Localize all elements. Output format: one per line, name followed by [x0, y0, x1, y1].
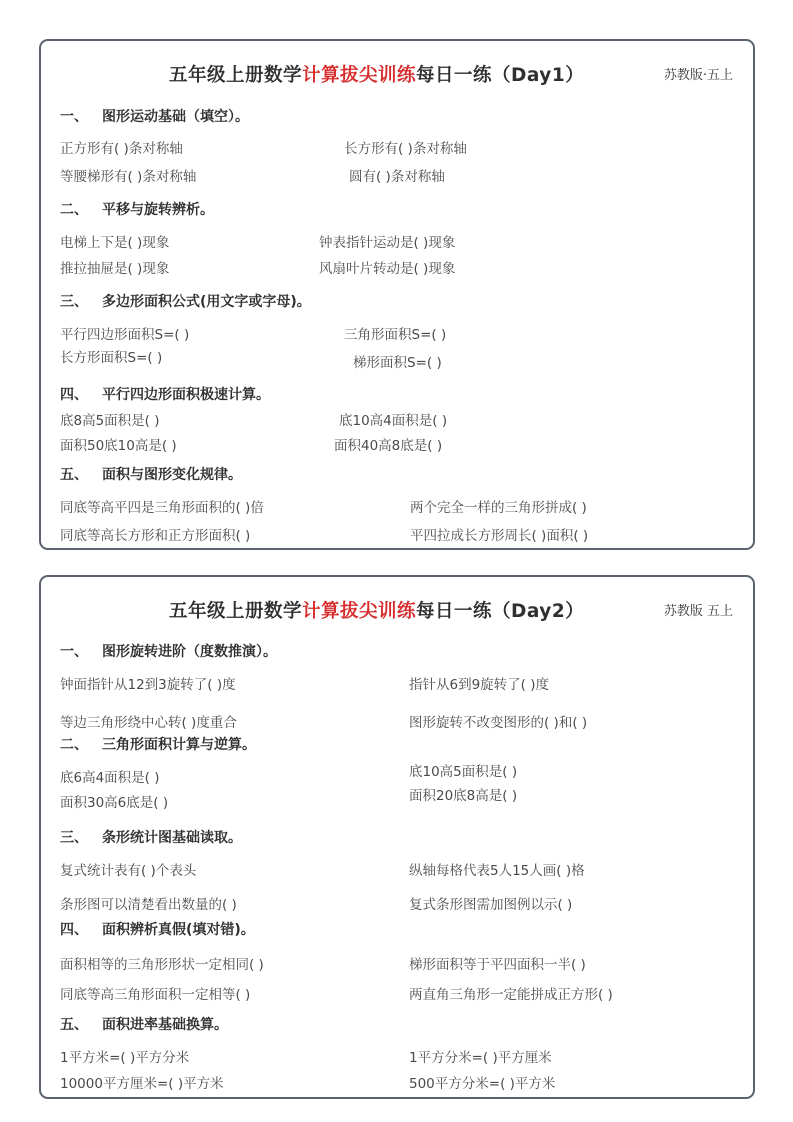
section-number: 二、: [60, 202, 88, 218]
question-item: 底8高5面积是( ): [60, 413, 160, 429]
section-number: 一、: [60, 644, 88, 660]
title-prefix: 五年级上册数学: [169, 65, 303, 86]
question-item: 同底等高平四是三角形面积的( )倍: [60, 500, 264, 516]
worksheet-day2: [39, 575, 755, 1099]
question-item: 梯形面积S=( ): [353, 355, 442, 371]
question-item: 1平方分米=( )平方厘米: [409, 1050, 552, 1066]
section-number: 三、: [60, 830, 88, 846]
question-item: 等边三角形绕中心转( )度重合: [60, 715, 237, 731]
section-number: 三、: [60, 294, 88, 310]
question-item: 底6高4面积是( ): [60, 770, 160, 786]
question-item: 500平方分米=( )平方米: [409, 1076, 556, 1092]
worksheet-day1: [39, 39, 755, 550]
question-item: 梯形面积等于平四面积一半( ): [409, 957, 586, 973]
question-item: 钟面指针从12到3旋转了( )度: [60, 677, 236, 693]
worksheet-title: [169, 61, 584, 87]
section-heading: [60, 919, 255, 939]
section-heading: [60, 199, 214, 219]
title-highlight: 计算拔尖训练: [302, 65, 417, 86]
section-number: 四、: [60, 387, 88, 403]
question-item: 平行四边形面积S=( ): [60, 327, 190, 343]
section-number: 五、: [60, 467, 88, 483]
question-item: 10000平方厘米=( )平方米: [60, 1076, 224, 1092]
question-item: 条形图可以清楚看出数量的( ): [60, 897, 237, 913]
question-item: 钟表指针运动是( )现象: [319, 235, 456, 251]
question-item: 电梯上下是( )现象: [60, 235, 170, 251]
question-item: 长方形有( )条对称轴: [344, 141, 467, 157]
section-title: 面积与图形变化规律。: [102, 467, 242, 483]
question-item: 风扇叶片转动是( )现象: [319, 261, 456, 277]
section-title: 面积辨析真假(填对错)。: [102, 922, 255, 938]
title-suffix: 每日一练（Day1）: [416, 65, 585, 86]
question-item: 面积40高8底是( ): [334, 438, 443, 454]
question-item: 推拉抽屉是( )现象: [60, 261, 170, 277]
question-item: 长方形面积S=( ): [60, 350, 163, 366]
section-heading: [60, 641, 277, 661]
section-heading: [60, 464, 242, 484]
question-item: 纵轴每格代表5人15人画( )格: [409, 863, 585, 879]
question-item: 图形旋转不改变图形的( )和( ): [409, 715, 588, 731]
question-item: 两个完全一样的三角形拼成( ): [410, 500, 587, 516]
section-heading: [60, 291, 311, 311]
worksheet-title: [169, 597, 584, 623]
question-item: 同底等高三角形面积一定相等( ): [60, 987, 251, 1003]
title-prefix: 五年级上册数学: [169, 601, 303, 622]
question-item: 正方形有( )条对称轴: [60, 141, 183, 157]
section-heading: [60, 827, 242, 847]
section-number: 一、: [60, 109, 88, 125]
question-item: 复式统计表有( )个表头: [60, 863, 197, 879]
edition-label: 苏教版 五上: [663, 604, 733, 619]
section-heading: [60, 106, 249, 126]
question-item: 平四拉成长方形周长( )面积( ): [410, 528, 589, 544]
question-item: 指针从6到9旋转了( )度: [409, 677, 550, 693]
question-item: 面积相等的三角形形状一定相同( ): [60, 957, 264, 973]
section-title: 面积进率基础换算。: [102, 1017, 228, 1033]
question-item: 等腰梯形有( )条对称轴: [60, 169, 197, 185]
section-title: 图形旋转进阶（度数推演）。: [102, 644, 277, 660]
section-title: 图形运动基础（填空）。: [102, 109, 249, 125]
title-highlight: 计算拔尖训练: [302, 601, 417, 622]
question-item: 两直角三角形一定能拼成正方形( ): [409, 987, 613, 1003]
question-item: 复式条形图需加图例以示( ): [409, 897, 573, 913]
question-item: 1平方米=( )平方分米: [60, 1050, 190, 1066]
section-heading: [60, 1014, 228, 1034]
section-title: 平移与旋转辨析。: [102, 202, 214, 218]
section-number: 二、: [60, 737, 88, 753]
question-item: 圆有( )条对称轴: [349, 169, 445, 185]
section-title: 平行四边形面积极速计算。: [102, 387, 270, 403]
question-item: 底10高4面积是( ): [339, 413, 448, 429]
section-number: 五、: [60, 1017, 88, 1033]
section-heading: [60, 384, 270, 404]
question-item: 底10高5面积是( ): [409, 764, 518, 780]
question-item: 面积50底10高是( ): [60, 438, 177, 454]
section-title: 多边形面积公式(用文字或字母)。: [102, 294, 311, 310]
question-item: 三角形面积S=( ): [344, 327, 447, 343]
section-heading: [60, 734, 256, 754]
question-item: 面积30高6底是( ): [60, 795, 169, 811]
question-item: 同底等高长方形和正方形面积( ): [60, 528, 251, 544]
section-number: 四、: [60, 922, 88, 938]
section-title: 条形统计图基础读取。: [102, 830, 242, 846]
section-title: 三角形面积计算与逆算。: [102, 737, 256, 753]
title-suffix: 每日一练（Day2）: [416, 601, 585, 622]
edition-label: 苏教版·五上: [663, 68, 733, 83]
question-item: 面积20底8高是( ): [409, 788, 518, 804]
